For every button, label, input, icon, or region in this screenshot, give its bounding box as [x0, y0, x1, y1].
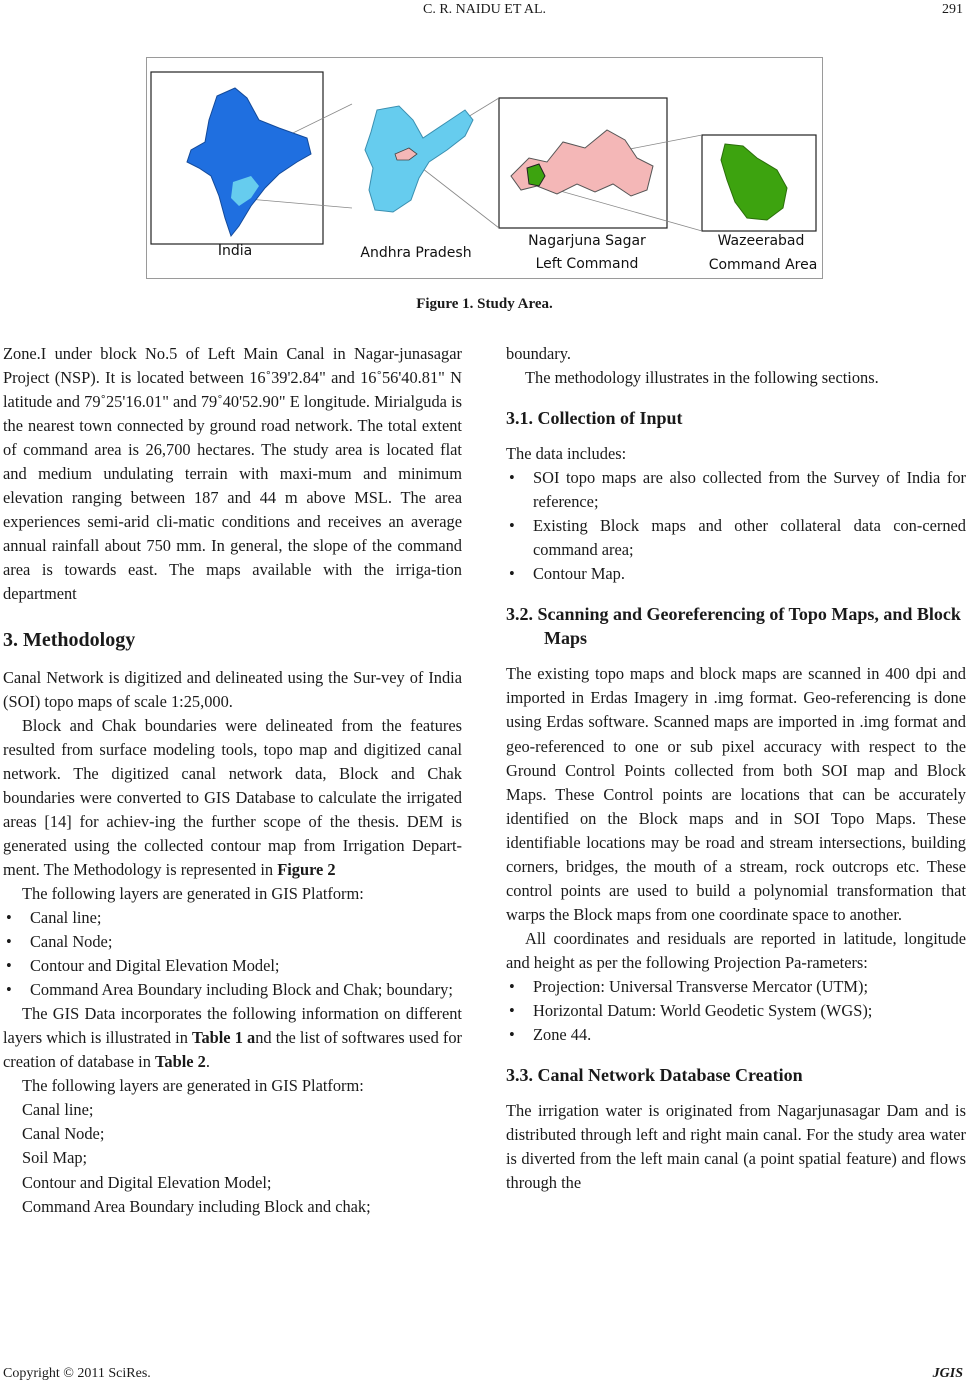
right-paragraph-2: The methodology illustrates in the following sections. [525, 368, 879, 388]
wazeerabad-label: Wazeerabad [717, 233, 805, 249]
bullet-icon: • [509, 468, 515, 488]
bullet-item [3, 954, 462, 978]
figure-caption: Figure 1. Study Area. [416, 296, 553, 312]
bullet-text: SOI topo maps are also collected from the Survey of India for reference; [533, 468, 966, 512]
left-paragraph-last: Command Area Boundary including Block and chak; [22, 1196, 371, 1216]
bullet-item [3, 906, 462, 930]
right-column [506, 342, 966, 1195]
table-reference: Table 2 [155, 1052, 206, 1072]
left-column [3, 342, 462, 1219]
bullet-icon: • [6, 932, 12, 952]
bullet-item [506, 975, 966, 999]
paragraph-text: Block and Chak boundaries were delineated from the features resulted from surface modeling tools, topo map and digitized canal network. The digitized canal network data, Block and Chak boundaries were converted to GIS Database to calculate the irrigated areas [14] for achiev-ing the further scope of the thesis. DEM is generated using the collected contour map from Irrigation Depart-ment. The Methodology is represented in [3, 715, 462, 879]
bullet-text: Projection: Universal Transverse Mercator (UTM); [533, 976, 869, 996]
command-area-label: Command Area [708, 257, 818, 273]
running-head: C. R. NAIDU ET AL. [422, 2, 547, 17]
section-heading-3-2: 3.2. Scanning and Georeferencing of Topo Maps, and Block Maps [506, 604, 961, 649]
bullet-text: Contour Map. [533, 564, 625, 584]
nagarjuna-sagar-label: Nagarjuna Sagar [528, 233, 646, 249]
bullet-item [506, 562, 966, 586]
section-heading-3-3: 3.3. Canal Network Database Creation [506, 1065, 803, 1086]
left-command-label: Left Command [535, 256, 639, 272]
right-paragraph-4: The existing topo maps and block maps are scanned in 400 dpi and imported in Erdas Imagery in .img format. Geo-referencing is done using Erdas software. Scanned maps are imported in .img format and geo-referenced to one or sub pixel accuracy with respect to the Ground Control Points collected from both SOI map and Block Maps. These Control points are locations that can be accurately identified on the Block maps and in SOI Topo Maps. These identifiable locations may be road and stream intersections, building corners, bridges, the mouth of a stream, rock outcrops etc. These control points are used to build a polynomial transformation that warps the Block maps from one coordinate space to another. [506, 664, 966, 924]
copyright-notice: Copyright © 2011 SciRes. [3, 1366, 151, 1381]
bullet-text: Zone 44. [533, 1025, 592, 1045]
plain-layer-item: Soil Map; [22, 1148, 88, 1168]
bullet-icon: • [6, 980, 12, 1000]
bullet-icon: • [509, 1001, 515, 1021]
bullet-text: Horizontal Datum: World Geodetic System (WGS); [533, 1001, 873, 1021]
plain-layer-item: Contour and Digital Elevation Model; [22, 1172, 272, 1192]
left-paragraph-1: Zone.I under block No.5 of Left Main Canal in Nagar-junasagar Project (NSP). It is located between 16˚39'2.84" and 16˚56'40.81" N latitude and 79˚25'16.01" and 79˚40'52.90" E longitude. Mirialguda is the nearest town connected by ground road network. The total extent of command area is 26,700 hectares. The study area is located flat and medium undulating terrain with maxi-mum and minimum elevation ranging between 187 and 44 m above MSL. The area experiences semi-arid cli-matic conditions and receives an average annual rainfall about 750 mm. In general, the slope of the command area is towards east. The maps available with the irriga-tion department [3, 344, 462, 604]
left-paragraph-3 [3, 714, 462, 882]
right-paragraph-6: The irrigation water is originated from Nagarjunasagar Dam and is distributed through left and right main canal. For the study area water is diverted from the left main canal (a point spatial feature) and flows through the [506, 1101, 966, 1193]
right-paragraph-5: All coordinates and residuals are reported in latitude, longitude and height as per the following Projection Pa-rameters: [506, 928, 966, 972]
bullet-text: Canal Node; [30, 932, 113, 952]
bullet-item [506, 466, 966, 514]
bullet-item [506, 1023, 966, 1047]
section-heading-methodology: 3. Methodology [3, 628, 136, 651]
section-heading-3-1: 3.1. Collection of Input [506, 408, 683, 429]
plain-layer-item: Canal line; [22, 1100, 94, 1120]
paragraph-text: . [205, 1052, 210, 1072]
india-label: India [217, 243, 253, 259]
bullet-icon: • [509, 1025, 515, 1045]
left-paragraph-5 [3, 1002, 462, 1074]
bullet-text: Existing Block maps and other collateral data con-cerned command area; [533, 516, 966, 560]
bullet-icon: • [509, 516, 515, 536]
study-area-figure [146, 57, 823, 279]
paragraph-text: The GIS Data incorporates the following information on different layers which is illustrated in [3, 1004, 462, 1048]
figure-reference: Figure 2 [277, 859, 336, 879]
left-paragraph-4: The following layers are generated in GIS Platform: [22, 883, 364, 903]
bullet-text: Command Area Boundary including Block and Chak; boundary; [30, 980, 453, 1000]
bullet-icon: • [6, 907, 12, 927]
andhra-pradesh-map [365, 106, 473, 212]
bullet-item [3, 930, 462, 954]
plain-layer-item: Canal Node; [22, 1124, 105, 1144]
bullet-icon: • [509, 564, 515, 584]
left-paragraph-6: The following layers are generated in GIS Platform: [22, 1076, 364, 1096]
bullet-text: Contour and Digital Elevation Model; [30, 956, 280, 976]
layer-bullet-list [3, 906, 462, 1002]
bullet-item [3, 978, 462, 1002]
bullet-icon: • [6, 956, 12, 976]
bullet-icon: • [509, 976, 515, 996]
journal-name: JGIS [932, 1366, 963, 1381]
andhra-pradesh-label: Andhra Pradesh [360, 245, 472, 261]
projection-bullet-list [506, 975, 966, 1047]
left-paragraph-2: Canal Network is digitized and delineated using the Sur-vey of India (SOI) topo maps of scale 1:25,000. [3, 667, 462, 711]
paragraph-text: nd the list of softwares used for creation of database in [3, 1028, 462, 1072]
right-paragraph-3: The data includes: [506, 444, 627, 464]
page-number: 291 [942, 2, 963, 17]
page-header [0, 2, 969, 24]
input-bullet-list [506, 466, 966, 586]
right-paragraph-1: boundary. [506, 344, 571, 363]
bullet-text: Canal line; [30, 907, 102, 927]
table-reference: Table 1 a [192, 1028, 256, 1048]
bullet-item [506, 999, 966, 1023]
bullet-item [506, 514, 966, 562]
